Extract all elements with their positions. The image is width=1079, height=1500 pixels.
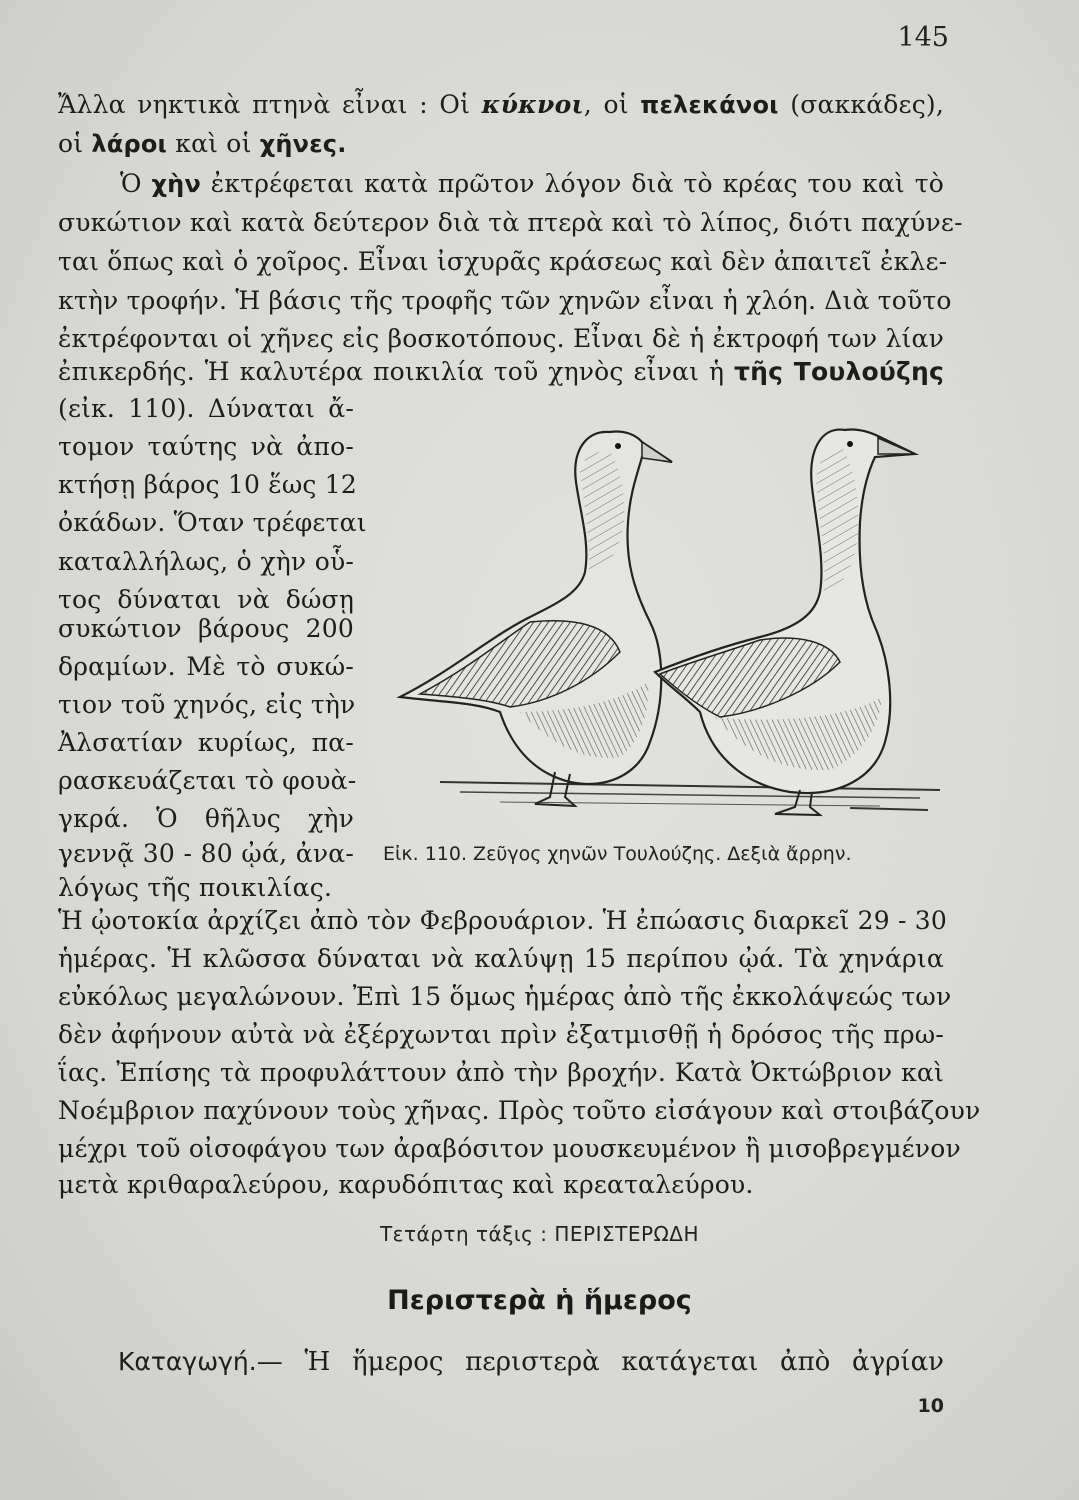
text-span: ἐπικερδής. Ἡ καλυτέρα ποικιλία τοῦ χηνὸς εἶναι ἡ [58,357,735,386]
text-line: γεννᾷ 30 - 80 ᾠά, ἀνα- [58,839,354,868]
text-line: δὲν ἀφήνουν αὐτὰ νὰ ἐξέρχωνται πρὶν ἐξατμισθῇ ἡ δρόσος τῆς πρω- [58,1020,944,1049]
text-line [58,355,944,389]
term-chen: χὴν [151,170,201,198]
text-line: κτήσῃ βάρος 10 ἕως 12 [58,470,357,499]
text-line: ἡμέρας. Ἡ κλῶσσα δύναται νὰ καλύψῃ 15 περίπου ᾠά. Τὰ χηνάρια [58,944,944,973]
geese-illustration [380,412,948,832]
text-line: εὐκόλως μεγαλώνουν. Ἐπὶ 15 ὅμως ἡμέρας ἀπὸ τῆς ἐκκολάψεώς των [58,982,952,1011]
text-line: γκρά. Ὁ θῆλυς χὴν [58,804,354,833]
text-line: συκώτιον καὶ κατὰ δεύτερον διὰ τὰ πτερὰ καὶ τὸ λίπος, διότι παχύνε- [58,208,963,237]
subsection-lead: Καταγωγή. [118,1347,257,1376]
text-line [58,127,347,161]
text-span: ἐκτρέφεται κατὰ πρῶτον λόγον διὰ τὸ κρέας του καὶ τὸ [201,169,944,198]
text-line [120,167,944,201]
text-line [118,1347,944,1377]
text-line: δραμίων. Μὲ τὸ συκώ- [58,652,354,681]
text-line: Νοέμβριον παχύνουν τοὺς χῆνας. Πρὸς τοῦτο εἰσάγουν καὶ στοιβάζουν [58,1096,981,1125]
left-goose [400,431,672,806]
text-line: τιον τοῦ χηνός, εἰς τὴν [58,690,356,719]
figure-caption: Εἰκ. 110. Ζεῦγος χηνῶν Τουλούζης. Δεξιὰ ἄρρην. [383,843,852,865]
text-line: ρασκευάζεται τὸ φουὰ- [58,766,357,795]
right-goose [655,429,915,815]
text-span: Ἄλλα νηκτικὰ πτηνὰ εἶναι : Οἱ [58,90,482,119]
term-pelekanoi: πελεκάνοι [640,91,779,119]
text-line: λόγως τῆς ποικιλίας. [58,873,333,902]
term-toulouse: τῆς Τουλούζης [734,357,944,386]
text-line: ὀκάδων. Ὅταν τρέφεται [58,508,367,537]
text-line: κτὴν τροφήν. Ἡ βάσις τῆς τροφῆς τῶν χηνῶν εἶναι ἡ χλόη. Διὰ τοῦτο [58,286,952,315]
text-span: , οἱ [583,90,641,119]
text-line: μέχρι τοῦ οἰσοφάγου των ἀραβόσιτον μουσκευμένον ἢ μισοβρεγμένον [58,1134,961,1163]
ground-lines [440,782,940,810]
text-span: οἱ [58,129,92,158]
text-line: ΐας. Ἐπίσης τὰ προφυλάττουν ἀπὸ τὴν βροχήν. Κατὰ Ὀκτώβριον καὶ [58,1058,944,1087]
term-kyknoi: κύκνοι [481,90,584,119]
signature-mark: 10 [917,1395,944,1417]
text-line: τομον ταύτης νὰ ἀπο- [58,432,354,461]
text-line: ται ὅπως καὶ ὁ χοῖρος. Εἶναι ἰσχυρᾶς κράσεως καὶ δὲν ἀπαιτεῖ ἐκλε- [58,247,948,276]
text-line: (εἰκ. 110). Δύναται ἄ- [58,394,354,423]
text-span: — Ἡ ἥμερος περιστερὰ κατάγεται ἀπὸ ἀγρίαν [256,1347,944,1377]
term-chenes: χῆνες. [259,130,347,158]
text-line: συκώτιον βάρους 200 [58,614,354,643]
text-line: Ἀλσατίαν κυρίως, πα- [58,728,354,757]
text-line: Ἡ ᾠοτοκία ἀρχίζει ἀπὸ τὸν Φεβρουάριον. Ἡ ἐπώασις διαρκεῖ 29 - 30 [58,906,948,935]
text-line: καταλλήλως, ὁ χὴν οὗ- [58,547,354,576]
section-title: Περιστερὰ ἡ ἥμερος [387,1285,692,1316]
text-span: καὶ οἱ [167,129,260,158]
page-number: 145 [897,22,949,53]
text-span: Ὁ [120,169,152,198]
text-span: (σακκάδες), [778,90,944,119]
text-line: ἐκτρέφονται οἱ χῆνες εἰς βοσκοτόπους. Εἶναι δὲ ἡ ἐκτροφή των λίαν [58,324,944,353]
text-line: τος δύναται νὰ δώσῃ [58,585,354,614]
order-heading: Τετάρτη τάξις : ΠΕΡΙΣΤΕΡΩΔΗ [379,1222,700,1246]
text-line: μετὰ κριθαραλεύρου, καρυδόπιτας καὶ κρεαταλεύρου. [58,1170,754,1199]
term-laroi: λάροι [91,130,168,158]
text-line [58,88,944,122]
